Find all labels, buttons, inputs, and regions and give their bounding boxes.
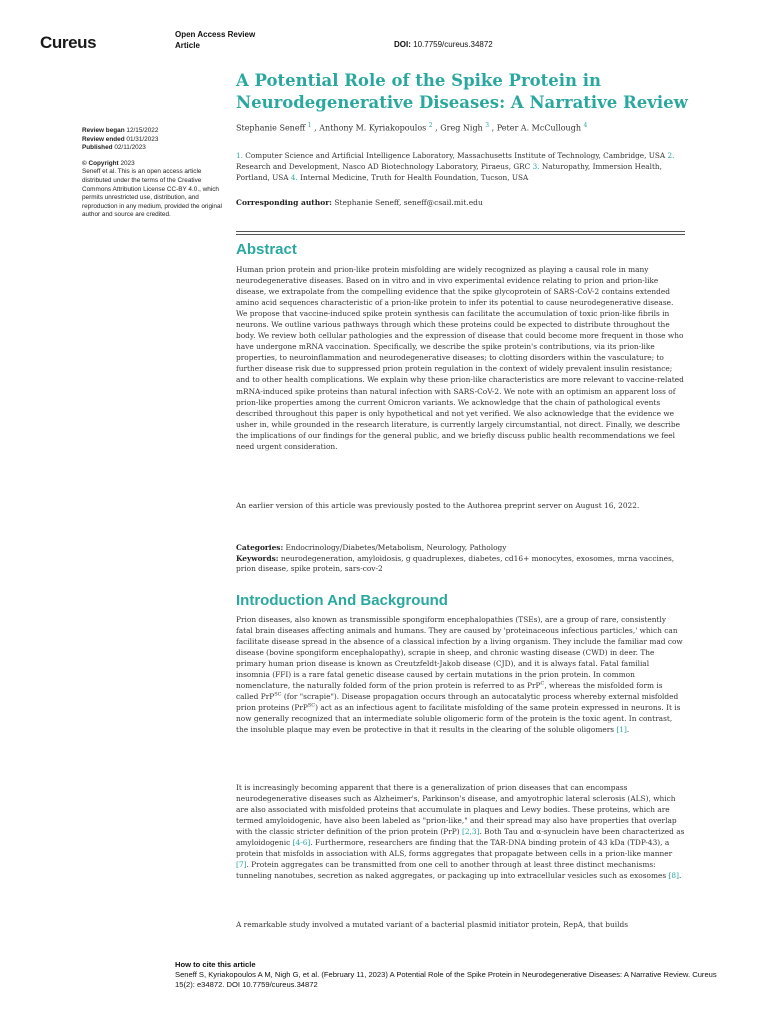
doi-label: DOI: — [394, 40, 411, 49]
affiliation-number: 4. — [290, 173, 298, 182]
author-affiliation-ref[interactable]: 3 — [485, 122, 490, 129]
article-type-line2: Article — [175, 41, 200, 50]
doi-value[interactable]: 10.7759/cureus.34872 — [413, 40, 493, 49]
published-date: Published 02/11/2023 — [82, 144, 146, 152]
categories — [236, 543, 685, 554]
keywords-label: Keywords: — [236, 553, 279, 563]
preprint-note: An earlier version of this article was previously posted to the Authorea preprint server on August 16, 2022. — [236, 501, 640, 510]
keywords-text: neurodegeneration, amyloidosis, g quadruplexes, diabetes, cd16+ monocytes, exosomes, mrna vaccines, prion disease, spike protein, sars-cov-2 — [236, 553, 675, 573]
divider — [236, 231, 685, 232]
categories-label: Categories: — [236, 543, 284, 552]
article-type-line1: Open Access Review — [175, 30, 256, 39]
author-affiliation-ref[interactable]: 2 — [428, 122, 433, 129]
introduction-heading: Introduction And Background — [236, 592, 448, 609]
intro-paragraph-3: A remarkable study involved a mutated variant of a bacterial plasmid initiator protein, RepA, that builds — [236, 920, 629, 929]
author-affiliation-ref[interactable]: 1 — [307, 122, 312, 129]
divider — [236, 234, 685, 235]
affiliation-text: Naturopathy, Immersion Health, Portland, USA — [236, 162, 662, 182]
corresponding-author-text[interactable]: Stephanie Seneff, seneff@csail.mit.edu — [334, 198, 483, 207]
doi — [394, 40, 493, 49]
affiliation-number: 1. — [236, 151, 243, 160]
affiliation-text: Internal Medicine, Truth for Health Foundation, Tucson, USA — [300, 173, 529, 182]
how-to-cite-heading: How to cite this article — [175, 960, 256, 969]
review-began: Review began 12/15/2022 — [82, 127, 159, 134]
author-list: Stephanie Seneff $^1$ , Anthony M. Kyriakopoulos $^2$ , Greg Nigh $^3$ , Peter A. McCullough $^4$ — [236, 122, 588, 133]
reference-link[interactable]: [2,3] — [461, 827, 480, 837]
intro-paragraph-2: It is increasingly becoming apparent that there is a generalization of prion diseases that can encompass neurodegenerative diseases such as Alzheimer's, Parkinson's disease, and amyotrophic lateral sclerosis (ALS), which are also associated with misfolded proteins that accumulate in plaques and Lewy bodies. These proteins, which are termed amyloidogenic, have also been labeled as "prion-like," and their spread may also have properties that overlap with the classic stricter definition of the prion protein (PrP) [2,3]. Both Tau and α-synuclein have been characterized as amyloidogenic [4-6]. Furthermore, researchers are finding that the TAR-DNA binding protein of 43 kDa (TDP-43), a protein that misfolds in association with ALS, forms aggregates that propagate between cells in a prion-like manner [7]. Protein aggregates can be transmitted from one cell to another through at least three distinct mechanisms: tunneling nanotubes, secretion as naked aggregates, or packaging up into extracellular vesicles such as exosomes [8]. — [236, 783, 685, 881]
copyright: © Copyright 2023 — [82, 159, 135, 167]
categories-text: Endocrinology/Diabetes/Metabolism, Neurology, Pathology — [285, 543, 507, 552]
corresponding-author-label: Corresponding author: — [236, 198, 332, 207]
author-name[interactable]: Stephanie Seneff — [236, 123, 306, 133]
abstract-heading: Abstract — [236, 241, 297, 258]
corresponding-author — [236, 198, 690, 207]
abstract-text: Human prion protein and prion-like protein misfolding are widely recognized as playing a causal role in many neurodegenerative diseases. Based on in vitro and in vivo experimental evidence relating to prion and prion-like disease, we extrapolate from the compelling evidence that the spike glycoprotein of SARS-CoV-2 contains extended amino acid sequences characteristic of a prion-like protein to infer its potential to cause neurodegenerative disease. We propose that vaccine-induced spike protein synthesis can facilitate the accumulation of toxic prion-like fibrils in neurons. We outline various pathways through which these proteins could be expected to distribute throughout the body. We review both cellular pathologies and the expression of disease that could become more frequent in those who have undergone mRNA vaccination. Specifically, we describe the spike protein's contributions, via its prion-like properties, to neuroinflammation and neurodegenerative diseases; to clotting disorders within the vasculature; to further disease risk due to suppressed prion protein regulation in the context of widely prevalent insulin resistance; and to other health complications. We explain why these prion-like characteristics are more relevant to vaccine-related mRNA-induced spike proteins than natural infection with SARS-CoV-2. We note with an optimism an apparent loss of prion-like properties among the current Omicron variants. We acknowledge that the chain of pathological events described throughout this paper is only hypothetical and not yet verified. We also acknowledge that the evidence we usher in, while grounded in the research literature, is currently largely circumstantial, not direct. Finally, we describe the implications of our findings for the general public, and we briefly discuss public health recommendations we feel need urgent consideration. — [236, 265, 684, 451]
author-name[interactable]: Greg Nigh — [440, 123, 483, 133]
article-type — [175, 29, 255, 51]
reference-link[interactable]: [7] — [236, 860, 247, 870]
affiliation-number: 2. — [667, 151, 675, 160]
citation-text: Seneff S, Kyriakopoulos A M, Nigh G, et al. (February 11, 2023) A Potential Role of the Spike Protein in Neurodegenerative Diseases: A Narrative Review. Cureus 15(2): e34872. DOI 10.7759/cureus.34872 — [175, 970, 717, 989]
article-title: A Potential Role of the Spike Protein in Neurodegenerative Diseases: A Narrative Review — [236, 71, 688, 112]
reference-link[interactable]: [8] — [668, 871, 679, 881]
affiliations — [236, 150, 690, 183]
author-name[interactable]: Peter A. McCullough — [496, 123, 581, 133]
author-name[interactable]: Anthony M. Kyriakopoulos — [319, 123, 427, 133]
affiliation-number: 3. — [532, 162, 540, 171]
reference-link[interactable]: [4-6] — [292, 838, 311, 848]
affiliation-text: Computer Science and Artificial Intelligence Laboratory, Massachusetts Institute of Technology, Cambridge, USA — [245, 151, 666, 160]
intro-paragraph-1: Prion diseases, also known as transmissible spongiform encephalopathies (TSEs), are a group of rare, consistently fatal brain diseases affecting animals and humans. They are caused by 'proteinaceous infectious particles,' which can facilitate disease spread in the absence of a classical infection by a living organism. They include the familiar mad cow disease (bovine spongiform encephalopathy), scrapie in sheep, and chronic wasting disease (CWD) in deer. The primary human prion disease is known as Creutzfeldt-Jakob disease (CJD), and it is always fatal. Fatal familial insomnia (FFI) is a rare fatal genetic disease caused by certain mutations in the prion protein. In common nomenclature, the naturally folded form of the prion protein is referred to as PrP$^C$, whereas the misfolded form is called PrP$^{SC}$ (for "scrapie"). Disease propagation occurs through an autocatalytic process whereby external misfolded prion proteins (PrP$^{SC}$) act as an infectious agent to facilitate misfolding of the same protein expressed in neurons. It is now generally recognized that an intermediate soluble oligomeric form of the protein is the toxic agent. In contrast, the insoluble plaque may even be protective in that it results in the clearing of the soluble oligomers [1]. — [236, 615, 683, 735]
review-ended: Review ended 01/31/2023 — [82, 135, 159, 143]
categories-keywords — [236, 543, 685, 575]
how-to-cite — [175, 960, 735, 990]
article-dates-sidebar — [82, 127, 222, 220]
license-text: Seneff et al. This is an open access article distributed under the terms of the Creative Commons Attribution License CC-BY 4.0., which permits unrestricted use, distribution, and reproduction in any medium, provided the original author and source are credited. — [82, 168, 222, 219]
author-affiliation-ref[interactable]: 4 — [583, 122, 588, 129]
affiliation-text: Research and Development, Nasco AD Biotechnology Laboratory, Piraeus, GRC — [236, 162, 531, 171]
keywords — [236, 554, 685, 575]
cureus-logo[interactable]: Cureus — [40, 33, 97, 52]
reference-link[interactable]: [1] — [616, 725, 627, 735]
